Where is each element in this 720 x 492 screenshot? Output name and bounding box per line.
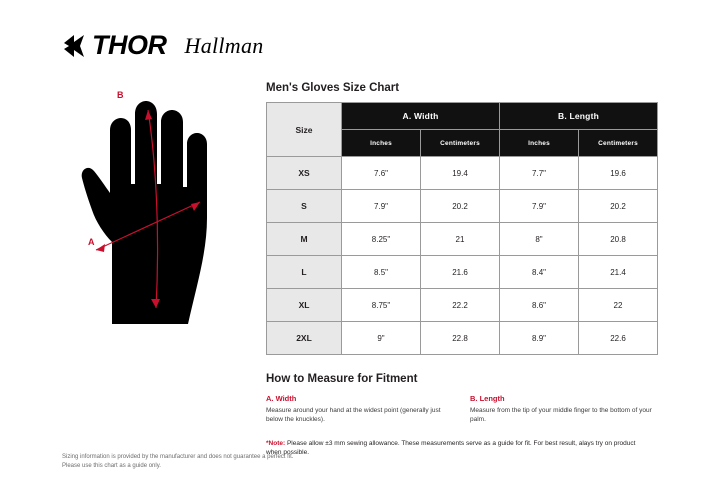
howto-columns xyxy=(266,394,658,425)
header-length-inches: Inches xyxy=(500,130,579,157)
header-group-width: A. Width xyxy=(342,103,500,130)
fitment-note-body: Please allow ±3 mm sewing allowance. These measurements serve as a guide for fit. For best result, alays try on product when possible. xyxy=(266,439,636,457)
cell-length-in: 8.9" xyxy=(500,322,579,355)
thor-logo xyxy=(62,32,167,59)
howto-title: How to Measure for Fitment xyxy=(266,373,418,385)
cell-length-in: 8" xyxy=(500,223,579,256)
cell-width-in: 7.9" xyxy=(342,190,421,223)
howto-width-heading: A. Width xyxy=(266,394,297,403)
cell-width-in: 8.5" xyxy=(342,256,421,289)
cell-length-in: 8.6" xyxy=(500,289,579,322)
cell-length-in: 8.4" xyxy=(500,256,579,289)
cell-length-cm: 22 xyxy=(579,289,658,322)
hand-measurement-diagram xyxy=(60,92,250,327)
thor-wordmark: THOR xyxy=(92,30,167,60)
page-title: Men's Gloves Size Chart xyxy=(266,82,400,94)
diagram-label-length: B xyxy=(117,90,124,100)
cell-length-cm: 19.6 xyxy=(579,157,658,190)
cell-width-cm: 22.2 xyxy=(421,289,500,322)
howto-width-block xyxy=(266,394,454,425)
header-width-inches: Inches xyxy=(342,130,421,157)
size-chart-table xyxy=(266,102,658,355)
cell-width-cm: 20.2 xyxy=(421,190,500,223)
chart-column xyxy=(266,82,658,458)
cell-size: XS xyxy=(267,157,342,190)
cell-width-in: 8.75" xyxy=(342,289,421,322)
cell-length-in: 7.9" xyxy=(500,190,579,223)
table-row xyxy=(267,256,658,289)
table-row xyxy=(267,223,658,256)
table-row xyxy=(267,190,658,223)
table-row xyxy=(267,157,658,190)
footer-line-2: Please use this chart as a guide only. xyxy=(62,463,161,470)
fitment-note xyxy=(266,439,646,458)
cell-size: XL xyxy=(267,289,342,322)
howto-width-body: Measure around your hand at the widest point (generally just below the knuckles). xyxy=(266,407,441,424)
howto-length-block xyxy=(470,394,658,425)
cell-length-cm: 22.6 xyxy=(579,322,658,355)
cell-size: 2XL xyxy=(267,322,342,355)
thor-hammer-icon xyxy=(62,33,88,59)
footer-disclaimer xyxy=(62,453,293,472)
cell-size: M xyxy=(267,223,342,256)
cell-length-cm: 21.4 xyxy=(579,256,658,289)
cell-width-cm: 22.8 xyxy=(421,322,500,355)
howto-length-heading: B. Length xyxy=(470,394,505,403)
header-group-length: B. Length xyxy=(500,103,658,130)
table-row xyxy=(267,289,658,322)
cell-width-in: 8.25" xyxy=(342,223,421,256)
cell-size: S xyxy=(267,190,342,223)
header-length-centimeters: Centimeters xyxy=(579,130,658,157)
cell-length-in: 7.7" xyxy=(500,157,579,190)
table-header-row-groups xyxy=(267,103,658,130)
cell-length-cm: 20.2 xyxy=(579,190,658,223)
cell-width-in: 7.6" xyxy=(342,157,421,190)
hallman-wordmark: Hallman xyxy=(184,32,264,58)
cell-width-cm: 19.4 xyxy=(421,157,500,190)
header-size: Size xyxy=(267,103,342,157)
brand-header xyxy=(62,32,264,59)
cell-width-in: 9" xyxy=(342,322,421,355)
howto-length-body: Measure from the tip of your middle finger to the bottom of your palm. xyxy=(470,407,652,424)
table-row xyxy=(267,322,658,355)
cell-size: L xyxy=(267,256,342,289)
fitment-note-label: *Note: xyxy=(266,439,286,447)
footer-line-1: Sizing information is provided by the manufacturer and does not guarantee a perfect fit. xyxy=(62,453,294,460)
header-width-centimeters: Centimeters xyxy=(421,130,500,157)
cell-width-cm: 21 xyxy=(421,223,500,256)
cell-length-cm: 20.8 xyxy=(579,223,658,256)
cell-width-cm: 21.6 xyxy=(421,256,500,289)
diagram-label-width: A xyxy=(88,237,95,247)
